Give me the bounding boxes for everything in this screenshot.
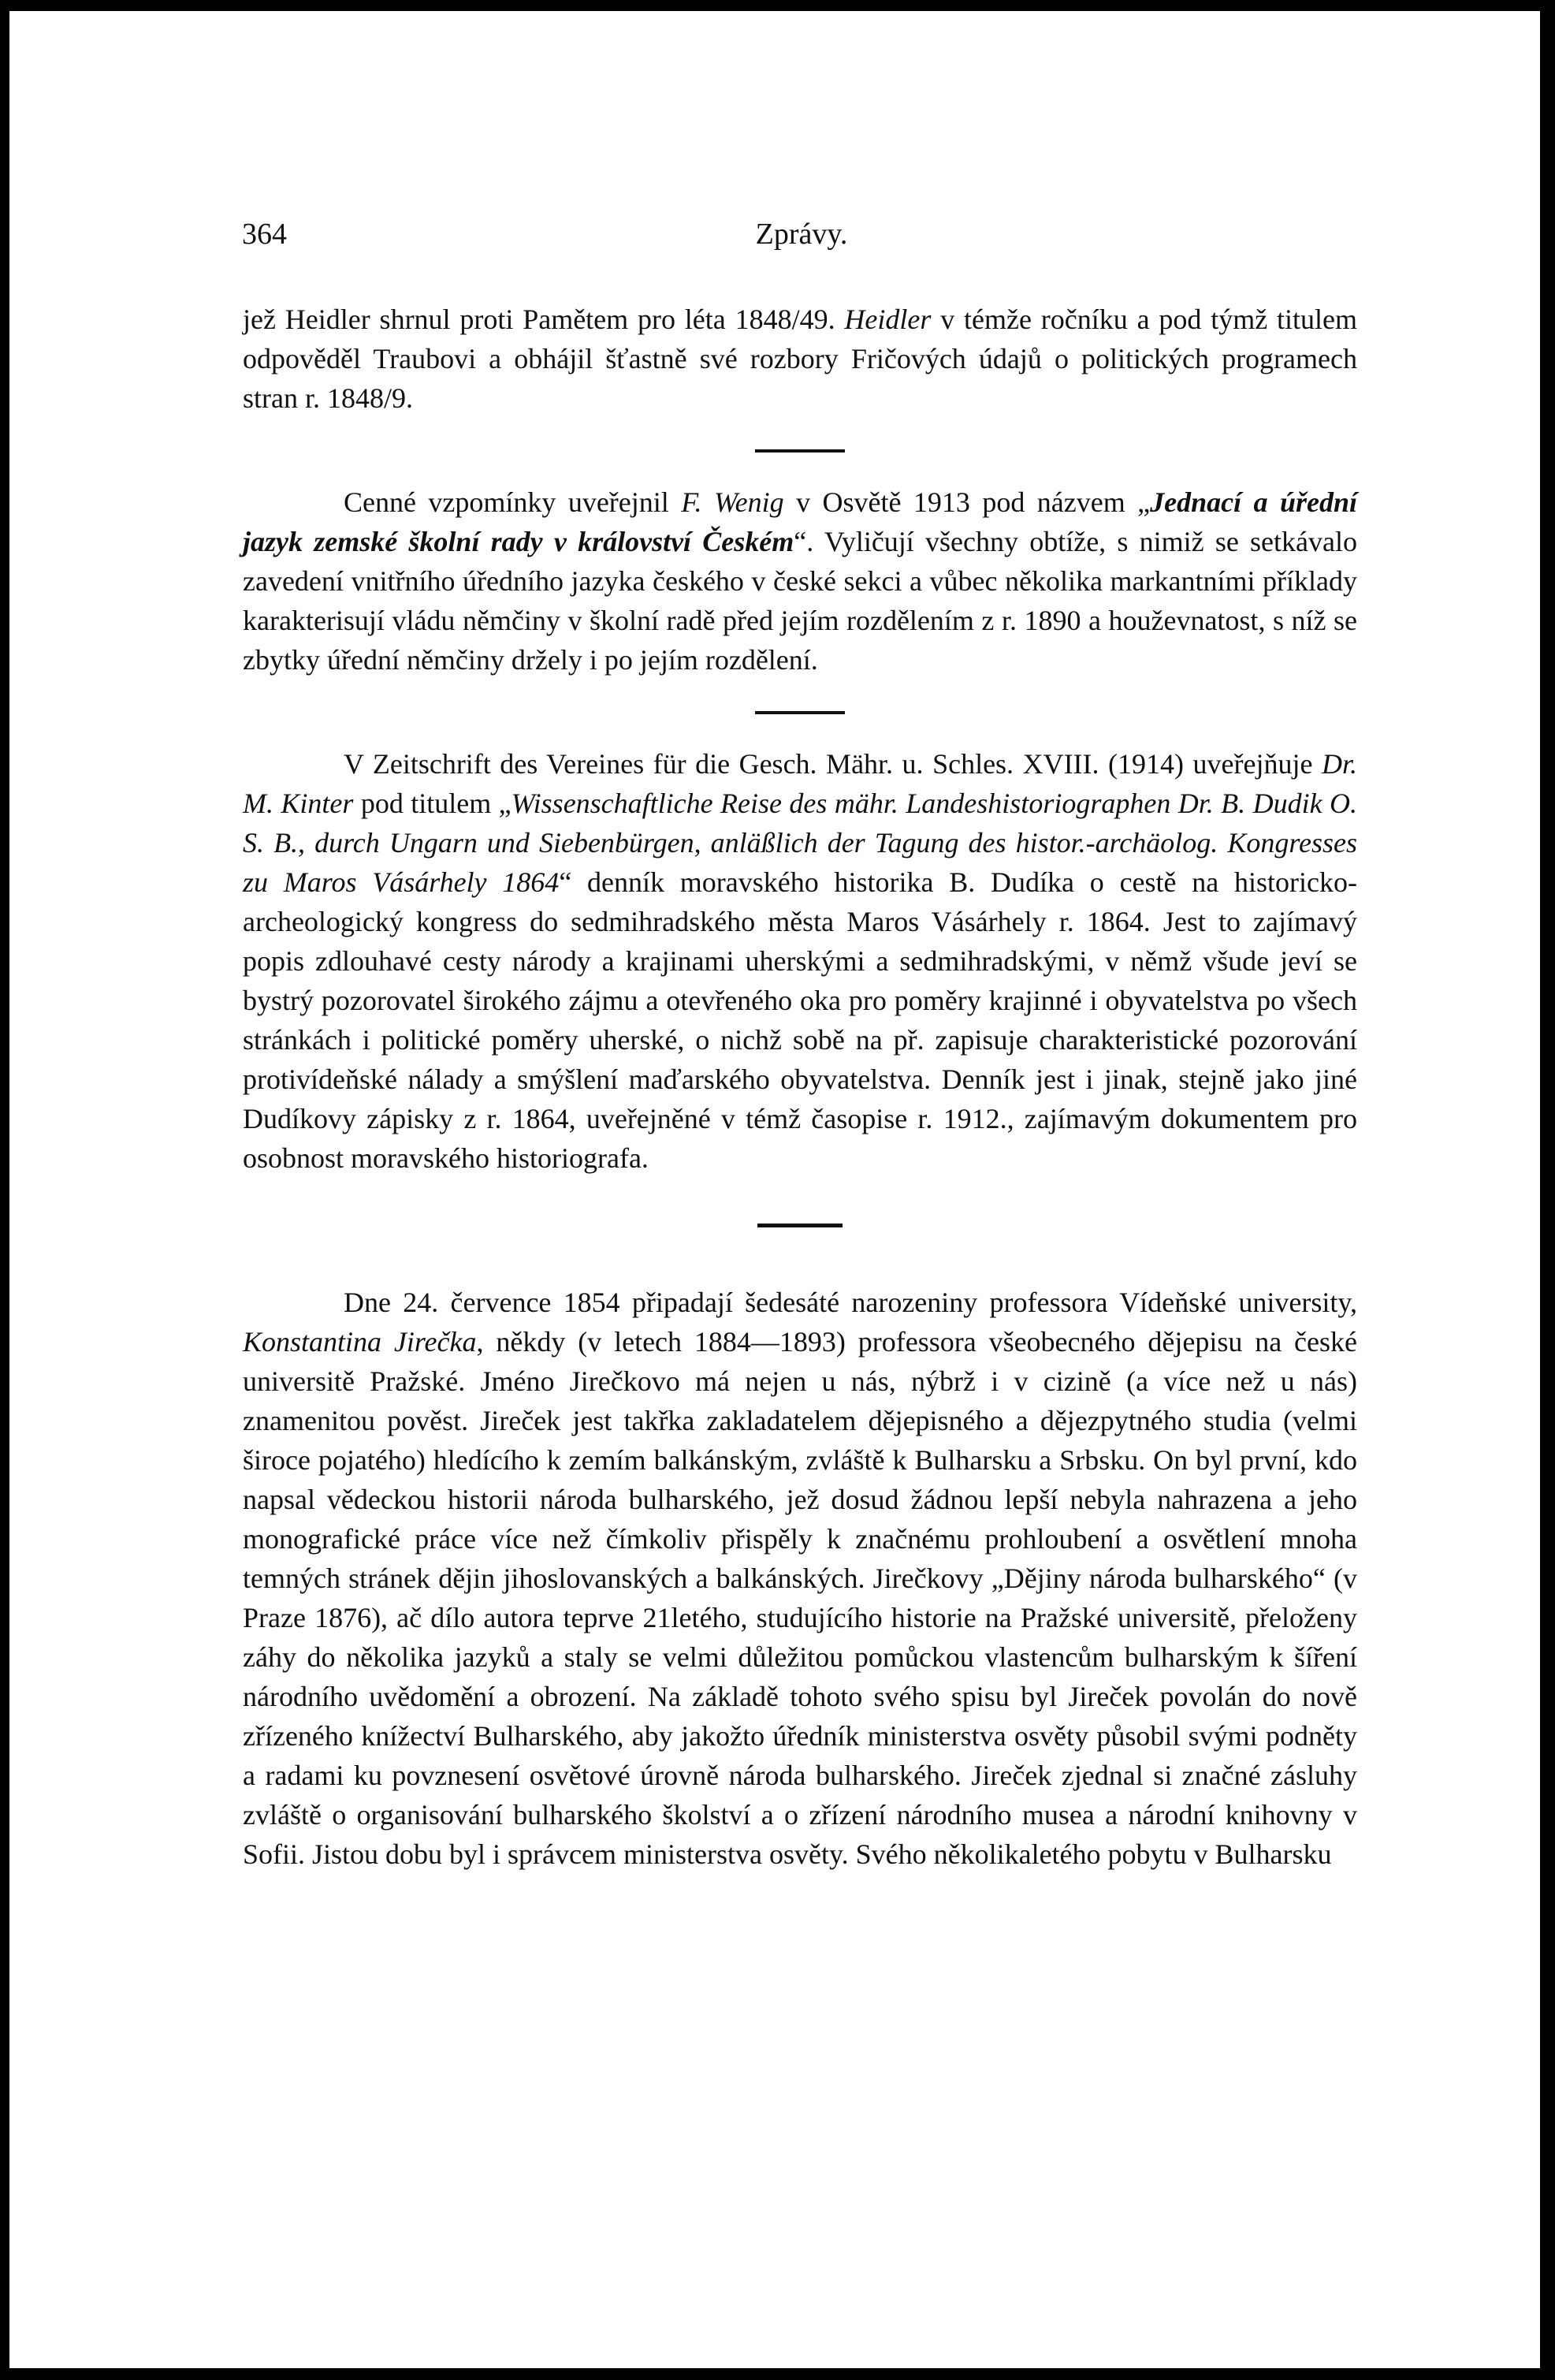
scan-border-right (1540, 0, 1555, 2380)
text-segment: , někdy (v letech 1884—1893) professora všeobecného dějepisu na české universitě Pražské. Jméno Jirečkovo má nejen u nás, nýbrž i v cizině (a více než u nás) znamenitou pověst. Jireček jest takřka zakladatelem dějepisného a dějezpytného studia (velmi široce pojatého) hledícího k zemím balkánským, zvláště k Bulharsku a Srbsku. On byl první, kdo napsal vědeckou historii národa bulharského, jež dosud žádnou lepší nebyla nahrazena a jeho monografické práce více než čímkoliv přispěly k značnému prohloubení a osvětlení mnoha temných stránek dějin jihoslovanských a balkánských. Jirečkovy „Dějiny národa bulharského“ (v Praze 1876), ač dílo autora teprve 21letého, studujícího historie na Pražské universitě, přeloženy záhy do několika jazyků a staly se velmi důležitou pomůckou vlastencům bulharským k šíření národního uvědomění a obrození. Na základě tohoto svého spisu byl Jireček povolán do nově zřízeného knížectví Bulharského, aby jakožto úředník ministerstva osvěty působil svými podněty a radami ku povznesení osvětové úrovně národa bulharského. Jireček zjednal si značné zásluhy zvláště o organisování bulharského školství a o zřízení národního musea a národní knihovny v Sofii. Jistou dobu byl i správcem ministerstva osvěty. Svého několikaletého pobytu v Bulharsku (243, 1326, 1358, 1870)
text-segment: Jednací a úřední jazyk zemské školní rady v království Českém (243, 486, 1358, 557)
text-segment: v Osvětě 1913 pod názvem „ (783, 486, 1151, 518)
body-text (243, 300, 1357, 1874)
text-segment: “ denník moravského historika B. Dudíka o cestě na historicko-archeologický kongress do sedmihradského města Maros Vásárhely r. 1864. Jest to zajímavý popis zdlouhavé cesty národy a krajinami uherskými a sedmihradskými, v němž všude jeví se bystrý pozorovatel širokého zájmu a otevřeného oka pro poměry krajinné i obyvatelstva po všech stránkách i politické poměry uherské, o nichž sobě na př. zapisuje charakteristické pozorování protivídeňské nálady a smýšlení maďarského obyvatelstva. Denník jest i jinak, stejně jako jiné Dudíkovy zápisky z r. 1864, uveřejněné v témž časopise r. 1912., zajímavým dokumentem pro osobnost moravského historiografa. (243, 866, 1357, 1174)
section-divider (755, 711, 845, 714)
text-segment: V Zeitschrift des Vereines für die Gesch. Mähr. u. Schles. XVIII. (1914) uveřejňuje (344, 748, 1322, 780)
text-segment: Konstantina Jirečka (243, 1326, 477, 1358)
text-segment: jež Heidler shrnul proti Pamětem pro léta 1848/49. (243, 304, 845, 335)
paragraph-kinter (243, 744, 1357, 1178)
paragraph-jirecek (243, 1283, 1357, 1874)
section-divider (755, 449, 845, 453)
text-segment: Cenné vzpomínky uveřejnil (344, 486, 682, 518)
text-segment: F. Wenig (681, 486, 784, 518)
section-divider (757, 1224, 843, 1227)
text-segment: pod titulem „ (353, 788, 512, 819)
text-segment: Heidler (844, 304, 932, 335)
text-segment: Wissenschaftliche Reise des mähr. Landeshistoriographen Dr. B. Dudik O. S. B., durch Ungarn und Siebenbürgen, anläßlich der Tagung des histor.-archäolog. Kongresses zu Maros Vásárhely 1864 (243, 788, 1357, 898)
paragraph-wenig (243, 482, 1357, 680)
scan-border-left (0, 0, 9, 2380)
page-header (242, 217, 1361, 264)
running-title: Zprávy. (755, 218, 848, 251)
text-segment: Dne 24. července 1854 připadají šedesáté narozeniny professora Vídeňské university, (344, 1287, 1357, 1318)
paragraph-heidler (243, 300, 1357, 418)
page-number: 364 (242, 218, 287, 251)
text-segment: Dr. M. Kinter (243, 748, 1357, 819)
text-segment: v témže ročníku a pod týmž titulem odpověděl Traubovi a obhájil šťastně své rozbory Fričových údajů o politických programech stran r. 1848/9. (243, 304, 1358, 414)
text-segment: “. Vyličují všechny obtíže, s nimiž se setkávalo zavedení vnitřního úředního jazyka českého v české sekci a vůbec několika markantními příklady karakterisují vládu němčiny v školní radě před jejím rozdělením z r. 1890 a houževnatost, s níž se zbytky úřední němčiny držely i po jejím rozdělení. (243, 526, 1357, 676)
